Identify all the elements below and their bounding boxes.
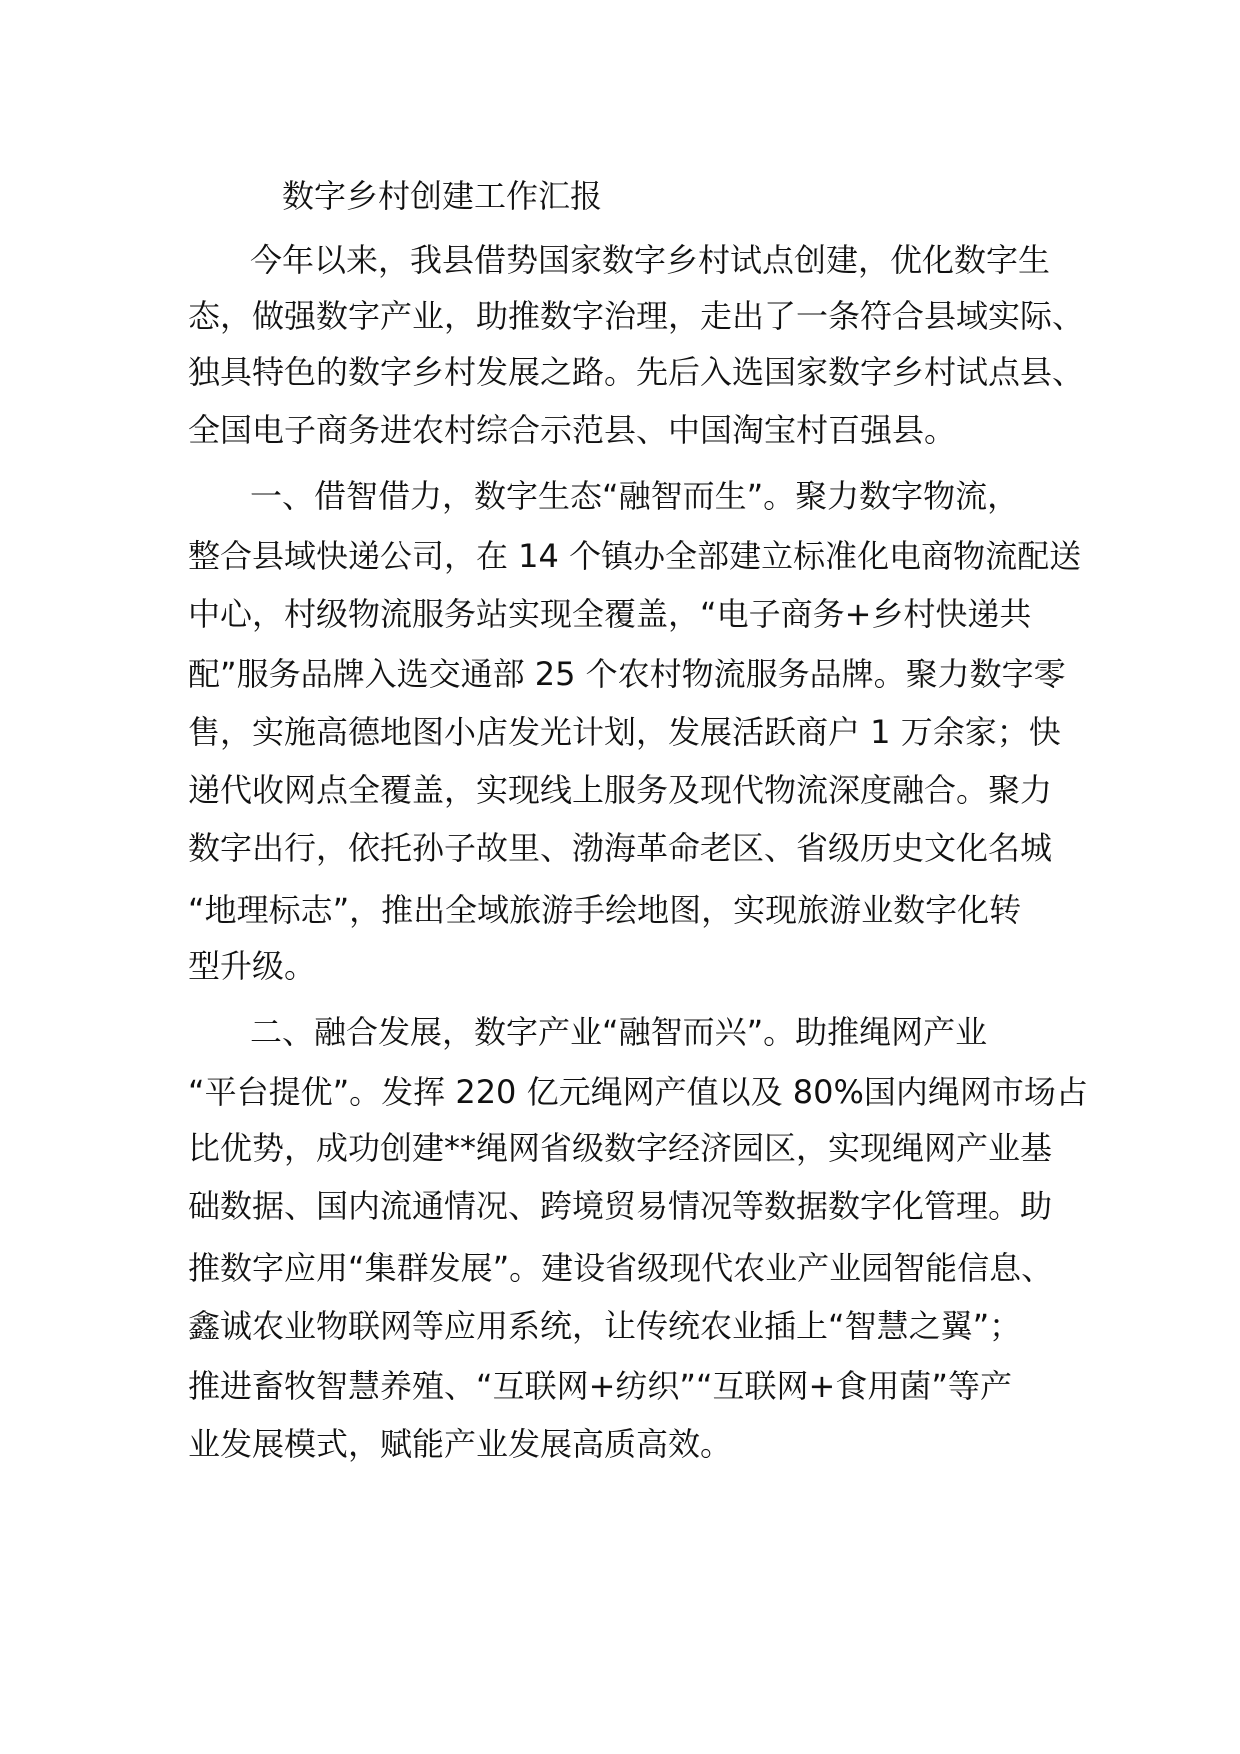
paragraph-2-line-4: 配”服务品牌入选交通部 25 个农村物流服务品牌。聚力数字零 bbox=[188, 655, 1066, 693]
paragraph-2-line-9: 型升级。 bbox=[188, 947, 317, 985]
paragraph-3-line-6: 鑫诚农业物联网等应用系统，让传统农业插上“智慧之翼”； bbox=[188, 1307, 1022, 1345]
paragraph-1-line-3: 独具特色的数字乡村发展之路。先后入选国家数字乡村试点县、 bbox=[188, 353, 1085, 391]
document-title: 数字乡村创建工作汇报 bbox=[282, 177, 603, 215]
paragraph-2-line-5: 售，实施高德地图小店发光计划，发展活跃商户 1 万余家；快 bbox=[188, 713, 1061, 751]
paragraph-3-line-7: 推进畜牧智慧养殖、“互联网+纺织”“互联网+食用菌”等产 bbox=[188, 1367, 1012, 1405]
paragraph-1-line-4: 全国电子商务进农村综合示范县、中国淘宝村百强县。 bbox=[188, 411, 957, 449]
paragraph-3-line-3: 比优势，成功创建**绳网省级数字经济园区，实现绳网产业基 bbox=[188, 1129, 1053, 1167]
paragraph-3-line-4: 础数据、国内流通情况、跨境贸易情况等数据数字化管理。助 bbox=[188, 1187, 1053, 1225]
paragraph-3-line-1: 二、融合发展，数字产业“融智而兴”。助推绳网产业 bbox=[250, 1013, 988, 1051]
paragraph-2-line-2: 整合县域快递公司，在 14 个镇办全部建立标准化电商物流配送 bbox=[188, 537, 1082, 575]
paragraph-3-line-2: “平台提优”。发挥 220 亿元绳网产值以及 80%国内绳网市场占 bbox=[188, 1073, 1088, 1111]
paragraph-3-line-8: 业发展模式，赋能产业发展高质高效。 bbox=[188, 1425, 733, 1463]
paragraph-1-line-1: 今年以来，我县借势国家数字乡村试点创建，优化数字生 bbox=[250, 241, 1051, 279]
paragraph-2-line-1: 一、借智借力，数字生态“融智而生”。聚力数字物流， bbox=[250, 477, 1020, 515]
paragraph-2-line-8: “地理标志”，推出全域旅游手绘地图，实现旅游业数字化转 bbox=[188, 891, 1022, 929]
paragraph-3-line-5: 推数字应用“集群发展”。建设省级现代农业产业园智能信息、 bbox=[188, 1249, 1054, 1287]
paragraph-1-line-2: 态，做强数字产业，助推数字治理，走出了一条符合县域实际、 bbox=[188, 297, 1085, 335]
paragraph-2-line-7: 数字出行，依托孙子故里、渤海革命老区、省级历史文化名城 bbox=[188, 829, 1053, 867]
paragraph-2-line-3: 中心，村级物流服务站实现全覆盖，“电子商务+乡村快递共 bbox=[188, 595, 1032, 633]
paragraph-2-line-6: 递代收网点全覆盖，实现线上服务及现代物流深度融合。聚力 bbox=[188, 771, 1053, 809]
